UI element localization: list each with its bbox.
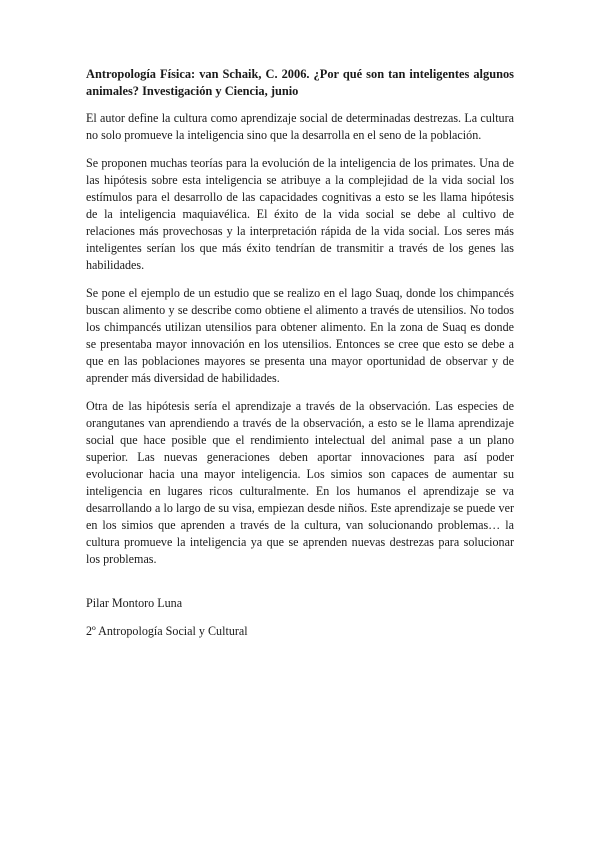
paragraph-observation-learning: Otra de las hipótesis sería el aprendizaje a través de la observación. Las especies de orangutanes van aprendiendo a través de la observación, a esto se le llama aprendizaje social que hace posible que el rendimiento intelectual del animal pase a un plano superior. Las nuevas generaciones deben aportar innovaciones para así poder evolucionar hacia una mayor inteligencia. Los simios son capaces de aumentar su inteligencia en lugares ricos culturalmente. En los humanos el aprendizaje se va desarrollando a lo largo de su visa, empiezan desde niños. Este aprendizaje se puede ver en los simios que aprenden a través de la cultura, van solucionando problemas… la cultura promueve la inteligencia ya que se aprenden nuevas destrezas para solucionar los problemas. [86, 399, 514, 566]
paragraph-suaq-study: Se pone el ejemplo de un estudio que se realizo en el lago Suaq, donde los chimpancés buscan alimento y se describe como obtiene el alimento a través de utensilios. No todos los chimpancés utilizan utensilios para obtener alimento. En la zona de Suaq es donde se presentaba mayor innovación en los utensilios. Entonces se cree que esto se debe a que en las poblaciones mayores se presenta una mayor oportunidad de observar y de aprender más diversidad de habilidades. [86, 286, 514, 385]
paragraph-culture-definition: El autor define la cultura como aprendizaje social de determinadas destrezas. La cultura no solo promueve la inteligencia sino que la desarrolla en el seno de la población. [86, 111, 514, 142]
author-course: 2º Antropología Social y Cultural [86, 624, 248, 638]
paragraph-machiavellian-hypothesis: Se proponen muchas teorías para la evolución de la inteligencia de los primates. Una de las hipótesis sobre esta inteligencia se atribuye a la complejidad de la vida social los estímulos para el desarrollo de las capacidades cognitivas a esto se les llama hipótesis de la inteligencia maquiavélica. El éxito de la vida social se debe al cultivo de relaciones más provechosas y la interpretación rápida de la vida social. Los seres más inteligentes serían los que más éxito tendrían de transmitir a través de los genes las habilidades. [86, 156, 514, 272]
document-page [86, 66, 514, 640]
author-name: Pilar Montoro Luna [86, 596, 183, 610]
document-title: Antropología Física: van Schaik, C. 2006. ¿Por qué son tan inteligentes algunos animales? Investigación y Ciencia, junio [86, 67, 514, 98]
